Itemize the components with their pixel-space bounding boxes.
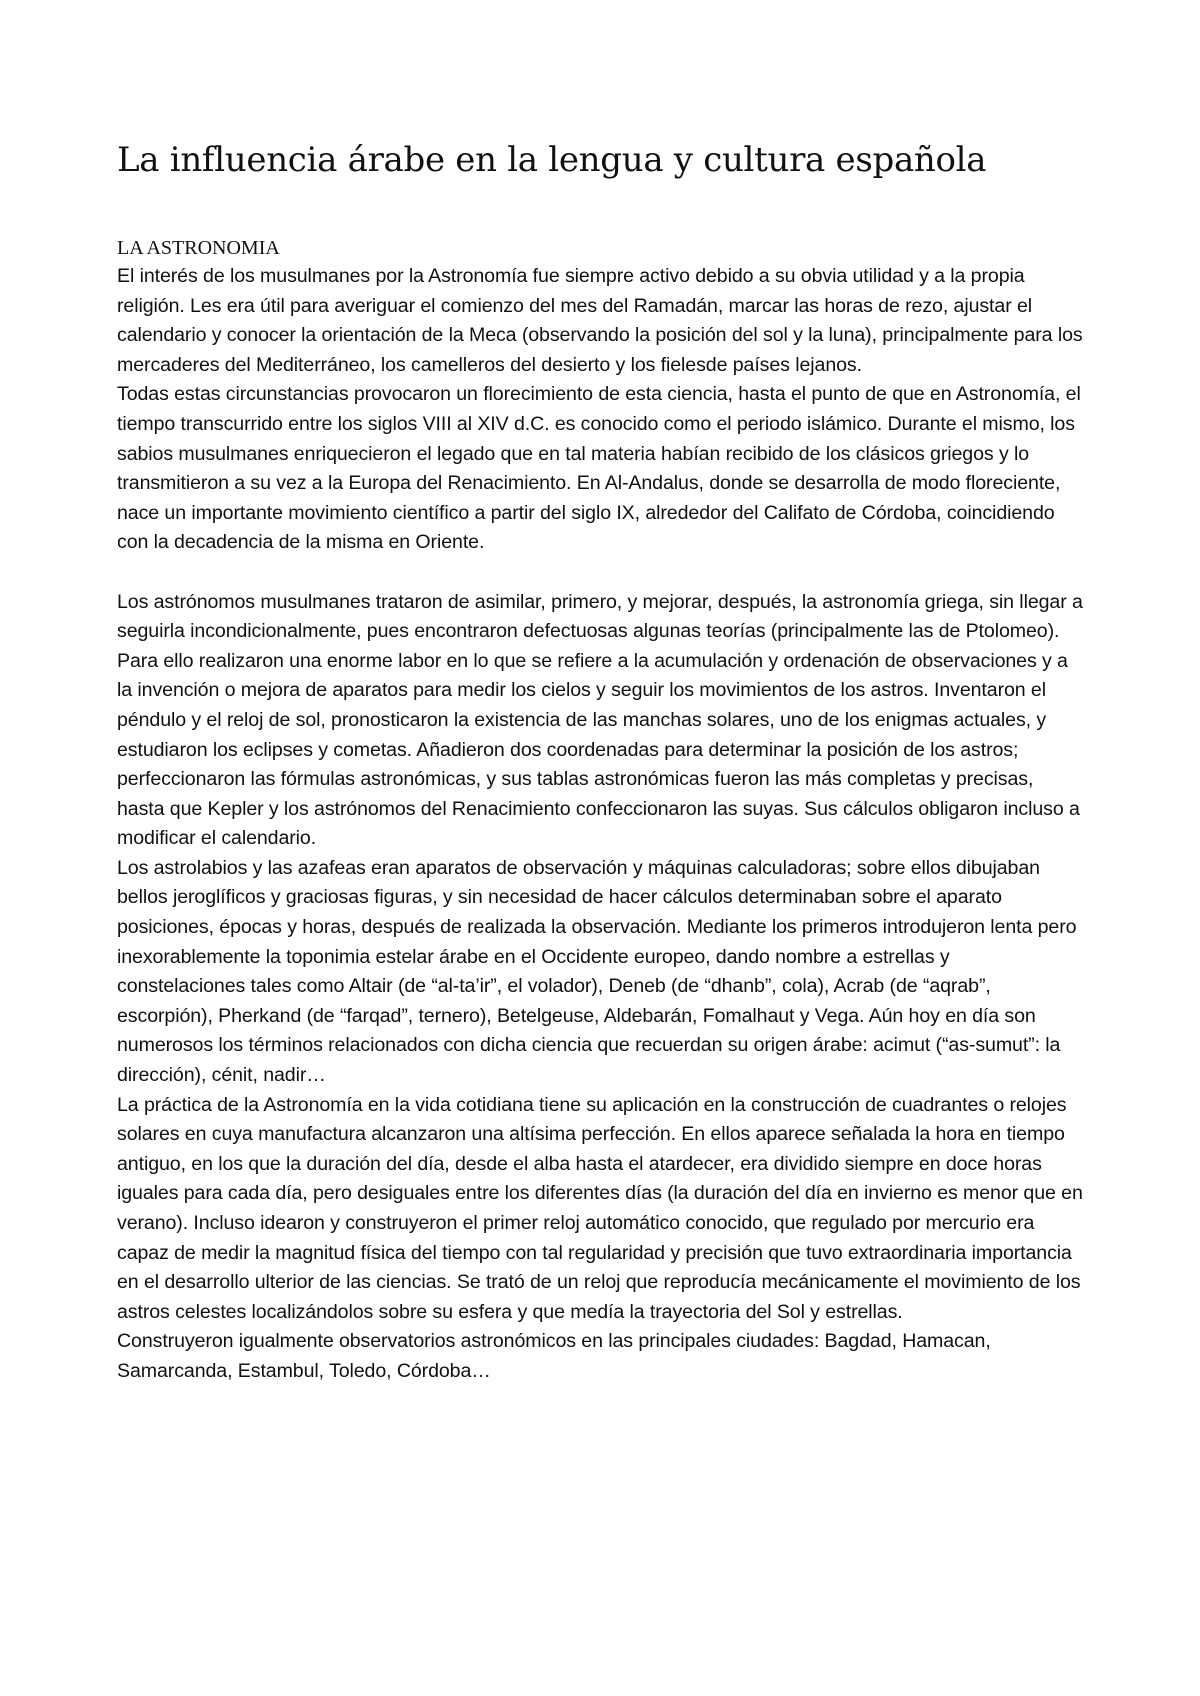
paragraph-5: La práctica de la Astronomía en la vida cotidiana tiene su aplicación en la construcción de cuadrantes o relojes solares en cuya manufactura alcanzaron una altísima perfección. En ellos aparece señalada la hora en tiempo antiguo, en los que la duración del día, desde el alba hasta el atardecer, era dividido siempre en doce horas iguales para cada día, pero desiguales entre los diferentes días (la duración del día en invierno es menor que en verano). Incluso idearon y construyeron el primer reloj automático conocido, que regulado por mercurio era capaz de medir la magnitud física del tiempo con tal regularidad y precisión que tuvo extraordinaria importancia en el desarrollo ulterior de las ciencias. Se trató de un reloj que reproducía mecánicamente el movimiento de los astros celestes localizándolos sobre su esfera y que medía la trayectoria del Sol y estrellas. — [117, 1093, 1083, 1323]
paragraph-6: Construyeron igualmente observatorios astronómicos en las principales ciudades: Bagdad, Hamacan, Samarcanda, Estambul, Toledo, Córdoba… — [117, 1330, 991, 1382]
paragraph-4: Los astrolabios y las azafeas eran aparatos de observación y máquinas calculadoras; sobre ellos dibujaban bellos jeroglíficos y graciosas figuras, y sin necesidad de hacer cálculos determinaban sobre el aparato posiciones, épocas y horas, después de realizada la observación. Mediante los primeros introdujeron lenta pero inexorablemente la toponimia estelar árabe en el Occidente europeo, dando nombre a estrellas y constelaciones tales como Altair (de “al-ta’ir”, el volador), Deneb (de “dhanb”, cola), Acrab (de “aqrab”, escorpión), Pherkand (de “farqad”, ternero), Betelgeuse, Aldebarán, Fomalhaut y Vega. Aún hoy en día son numerosos los términos relacionados con dicha ciencia que recuerdan su origen árabe: acimut (“as-sumut”: la dirección), cénit, nadir… — [117, 856, 1077, 1087]
document-title: La influencia árabe en la lengua y cultura española — [117, 140, 987, 180]
document-page — [117, 138, 1083, 1387]
blank-line — [117, 558, 1083, 588]
paragraph-2: Todas estas circunstancias provocaron un florecimiento de esta ciencia, hasta el punto de que en Astronomía, el tiempo transcurrido entre los siglos VIII al XIV d.C. es conocido como el periodo islámico. Durante el mismo, los sabios musulmanes enriquecieron el legado que en tal materia habían recibido de los clásicos griegos y lo transmitieron a su vez a la Europa del Renacimiento. En Al-Andalus, donde se desarrolla de modo floreciente, nace un importante movimiento científico a partir del siglo IX, alrededor del Califato de Córdoba, coincidiendo con la decadencia de la misma en Oriente. — [117, 383, 1081, 554]
paragraph-3: Los astrónomos musulmanes trataron de asimilar, primero, y mejorar, después, la astronomía griega, sin llegar a seguirla incondicionalmente, pues encontraron defectuosas algunas teorías (principalmente las de Ptolomeo). Para ello realizaron una enorme labor en lo que se refiere a la acumulación y ordenación de observaciones y a la invención o mejora de aparatos para medir los cielos y seguir los movimientos de los astros. Inventaron el péndulo y el reloj de sol, pronosticaron la existencia de las manchas solares, uno de los enigmas actuales, y estudiaron los eclipses y cometas. Añadieron dos coordenadas para determinar la posición de los astros; perfeccionaron las fórmulas astronómicas, y sus tablas astronómicas fueron las más completas y precisas, hasta que Kepler y los astrónomos del Renacimiento confeccionaron las suyas. Sus cálculos obligaron incluso a modificar el calendario. — [117, 590, 1083, 850]
section-heading: LA ASTRONOMIA — [117, 237, 280, 259]
paragraph-1: El interés de los musulmanes por la Astronomía fue siempre activo debido a su obvia utilidad y a la propia religión. Les era útil para averiguar el comienzo del mes del Ramadán, marcar las horas de rezo, ajustar el calendario y conocer la orientación de la Meca (observando la posición del sol y la luna), principalmente para los mercaderes del Mediterráneo, los camelleros del desierto y los fielesde países lejanos. — [117, 265, 1083, 376]
